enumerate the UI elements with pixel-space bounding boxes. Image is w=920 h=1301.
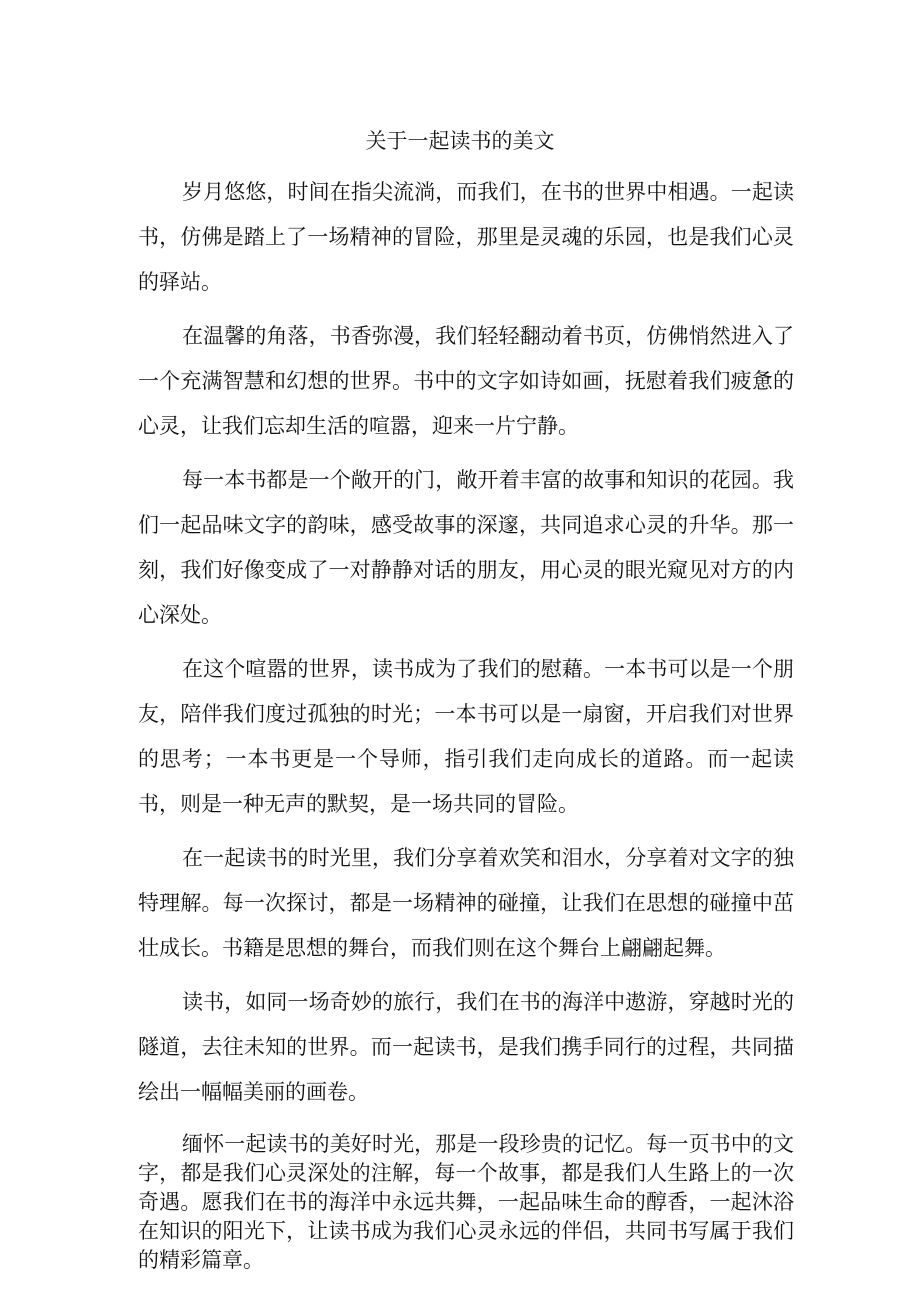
paragraph-4: 在这个喧嚣的世界，读书成为了我们的慰藉。一本书可以是一个朋友，陪伴我们度过孤独的时光；一本书可以是一扇窗，开启我们对世界的思考；一本书更是一个导师，指引我们走向成长的道路。而一起读书，则是一种无声的默契，是一场共同的冒险。 <box>138 657 794 816</box>
document-title: 关于一起读书的美文 <box>365 129 555 153</box>
paragraph-6: 读书，如同一场奇妙的旅行，我们在书的海洋中遨游，穿越时光的隧道，去往未知的世界。而一起读书，是我们携手同行的过程，共同描绘出一幅幅美丽的画卷。 <box>138 990 794 1104</box>
paragraph-3: 每一本书都是一个敞开的门，敞开着丰富的故事和知识的花园。我们一起品味文字的韵味，感受故事的深邃，共同追求心灵的升华。那一刻，我们好像变成了一对静静对话的朋友，用心灵的眼光窥见对方的内心深处。 <box>138 468 794 627</box>
paragraph-5: 在一起读书的时光里，我们分享着欢笑和泪水，分享着对文字的独特理解。每一次探讨，都是一场精神的碰撞，让我们在思想的碰撞中茁壮成长。书籍是思想的舞台，而我们则在这个舞台上翩翩起舞。 <box>138 846 794 960</box>
paragraph-7: 缅怀一起读书的美好时光，那是一段珍贵的记忆。每一页书中的文字，都是我们心灵深处的注解，每一个故事，都是我们人生路上的一次奇遇。愿我们在书的海洋中永远共舞，一起品味生命的醇香，一起沐浴在知识的阳光下，让读书成为我们心灵永远的伴侣，共同书写属于我们的精彩篇章。 <box>138 1132 794 1272</box>
paragraph-2: 在温馨的角落，书香弥漫，我们轻轻翻动着书页，仿佛悄然进入了一个充满智慧和幻想的世界。书中的文字如诗如画，抚慰着我们疲惫的心灵，让我们忘却生活的喧嚣，迎来一片宁静。 <box>138 324 794 438</box>
document-body <box>138 170 794 1284</box>
paragraph-1: 岁月悠悠，时间在指尖流淌，而我们，在书的世界中相遇。一起读书，仿佛是踏上了一场精神的冒险，那里是灵魂的乐园，也是我们心灵的驿站。 <box>138 180 794 294</box>
